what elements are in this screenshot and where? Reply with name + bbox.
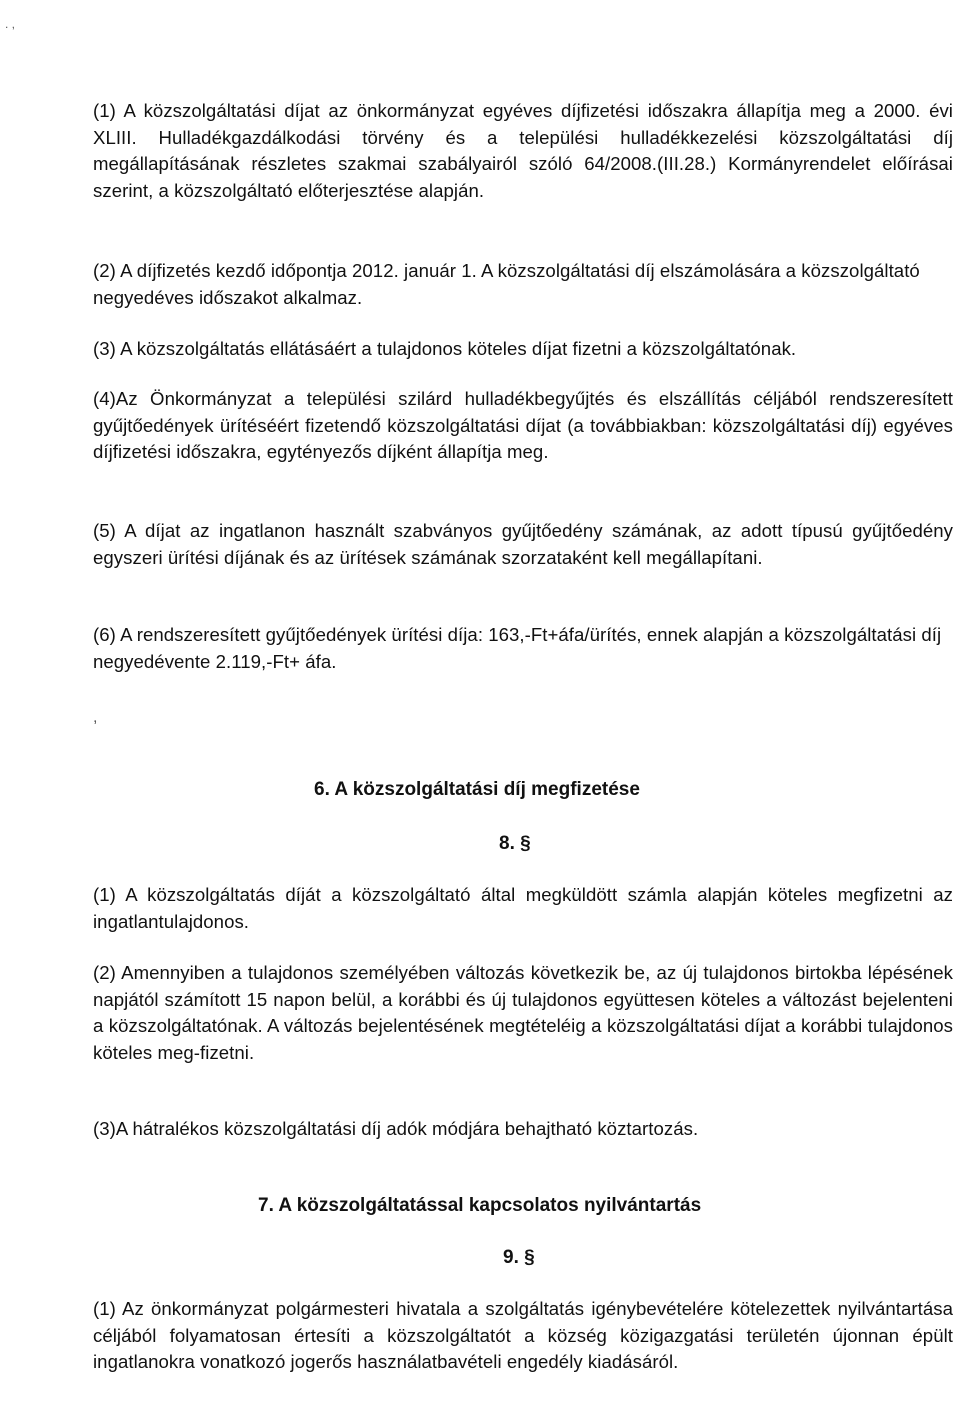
paragraph-payment-start: (2) A díjfizetés kezdő időpontja 2012. január 1. A közszolgáltatási díj elszámolására a közszolgáltató negyedéves időszakot alkalmaz. xyxy=(93,260,920,308)
scan-artifact-mark: . , xyxy=(5,17,16,31)
scan-artifact-comma: , xyxy=(93,709,98,726)
paragraph-fee-determination: (4)Az Önkormányzat a települési szilárd hulladékbegyűjtés és elszállítás céljából rendszeresített gyűjtőedények ürítéséért fizetendő közszolgáltatási díjat (a továbbiakban: közszolgáltatási díj) egyéves díjfizetési időszakra, egytényezős díjként állapítja meg. xyxy=(93,388,953,462)
paragraph-emptying-fee: (6) A rendszeresített gyűjtőedények ürítési díja: 163,-Ft+áfa/ürítés, ennek alapján a közszolgáltatási díj negyedévente 2.119,-Ft+ áfa. xyxy=(93,624,942,672)
paragraph-owner-change: (2) Amennyiben a tulajdonos személyében változás következik be, az új tulajdonos birtokba lépésének napjától számított 15 napon belül, a korábbi és új tulajdonos együttesen köteles a változást bejelenteni a közszolgáltatónak. A változás bejelentésének megtételéig a közszolgáltatási díjat a korábbi tulajdonos köteles meg-fizetni. xyxy=(93,962,953,1063)
paragraph-owner-obligation: (3) A közszolgáltatás ellátásáért a tulajdonos köteles díjat fizetni a közszolgáltatónak. xyxy=(93,338,797,359)
chapter-7-heading: 7. A közszolgáltatással kapcsolatos nyilvántartás xyxy=(258,1195,702,1216)
section-9-number: 9. § xyxy=(503,1247,535,1268)
paragraph-registry-notification: (1) Az önkormányzat polgármesteri hivatala a szolgáltatás igénybevételére kötelezettek nyilvántartása céljából folyamatosan értesíti a közszolgáltatót a község közigazgatási területén újonnan épült ingatlanokra vonatkozó jogerős használatbavételi engedély kiadásáról. xyxy=(93,1298,953,1372)
paragraph-arrears: (3)A hátralékos közszolgáltatási díj adók módjára behajtható köztartozás. xyxy=(93,1118,699,1139)
paragraph-invoice-payment: (1) A közszolgáltatás díját a közszolgáltató által megküldött számla alapján köteles megfizetni az ingatlantulajdonos. xyxy=(93,884,953,932)
paragraph-fee-basis: (1) A közszolgáltatási díjat az önkormányzat egyéves díjfizetési időszakra állapítja meg a 2000. évi XLIII. Hulladékgazdálkodási törvény és a települési hulladékkezelési közszolgáltatási díj megállapításának részletes szakmai szabályairól szóló 64/2008.(III.28.) Kormányrendelet előírásai szerint, a közszolgáltató előterjesztése alapján. xyxy=(93,100,953,201)
chapter-6-heading: 6. A közszolgáltatási díj megfizetése xyxy=(314,779,640,800)
paragraph-fee-calculation: (5) A díjat az ingatlanon használt szabványos gyűjtőedény számának, az adott típusú gyűjtőedény egyszeri ürítési díjának és az ürítések számának szorzataként kell megállapítani. xyxy=(93,520,953,568)
section-8-number: 8. § xyxy=(499,833,531,854)
